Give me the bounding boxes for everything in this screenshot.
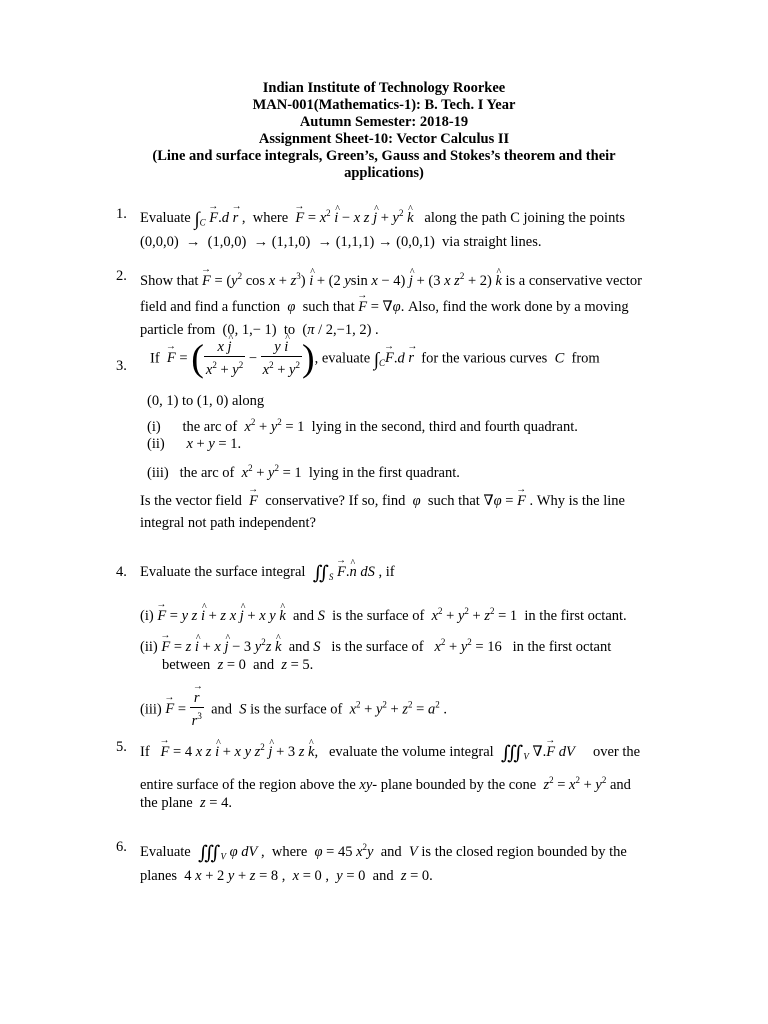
question-6-line-1: Evaluate $∭_V$ φ dV , where φ = 45 $x^2y$ and V is the closed region bounded by the — [140, 842, 627, 864]
part-label: (iii) — [140, 701, 162, 718]
question-2-line-3: particle from (0, 1,− 1) to (π / 2,−1, 2) . — [140, 322, 379, 338]
part-label: (i) — [147, 418, 161, 435]
question-1-line-2: (0,0,0) → (1,0,0) → (1,1,0) → (1,1,1) → (0,0,1) via straight lines. — [140, 234, 542, 250]
part-label: (i) — [140, 607, 154, 624]
topics-line-2: applications) — [344, 165, 424, 181]
question-3-line-2: (0, 1) to (1, 0) along — [147, 393, 265, 409]
question-3-part-iii: (iii) the arc of $x^2 + y^2 = 1$ lying in the first quadrant. — [147, 463, 460, 481]
question-number: 6. — [116, 839, 127, 855]
question-5-line-2: entire surface of the region above the xy- plane bounded by the cone $z^2 = x^2 + y^2$ and — [140, 775, 631, 793]
question-4-part-ii: (ii) → F = z ^ i + x ^ j − 3 $y^2z$ ^ k and S is the surface of $x^2 + y^2 = 16$ in the first octant — [140, 634, 611, 656]
part-label: (iii) — [147, 464, 169, 481]
question-3-followup-2: integral not path independent? — [140, 515, 316, 531]
question-number: 4. — [116, 564, 127, 580]
assignment-title: Assignment Sheet-10: Vector Calculus II — [258, 131, 510, 147]
course-title: MAN-001(Mathematics-1): B. Tech. I Year — [252, 97, 516, 113]
question-3-part-ii: (ii) x + y = 1. — [147, 436, 242, 452]
question-4-part-i: (i) → F = y z ^ i + z x ^ j + x y ^ k and S is the surface of $x^2 + y^2 + z^2 = 1$ in the first octant. — [140, 603, 627, 625]
question-4-part-ii-cont: between z = 0 and z = 5. — [162, 657, 314, 673]
question-number: 5. — [116, 739, 127, 755]
question-number: 1. — [116, 206, 127, 222]
part-label: (ii) — [147, 436, 165, 452]
question-5-line-3: the plane z = 4. — [140, 795, 232, 811]
question-4-part-iii: (iii) → F = → $\frac{r}{r^3}$ and S is the surface of $x^2 + y^2 + z^2 = a^2$ . — [140, 690, 447, 730]
question-2-line-2: field and find a function φ such that → F = ∇φ. Also, find the work done by a moving — [140, 299, 629, 316]
question-5-line-1: If → F = 4 x z ^ i + x y $z^2$ ^ j + 3 z ^ k, evaluate the volume integral $∭_V$ ∇.→ F dV over the — [140, 739, 640, 766]
question-3-followup-1: Is the vector field → F conservative? If so, find φ such that ∇φ = → F . Why is the line — [140, 493, 625, 510]
question-3-part-i: (i) the arc of $x^2 + y^2 = 1$ lying in the second, third and fourth quadrant. — [147, 417, 578, 435]
part-label: (ii) — [140, 638, 158, 655]
question-1-line-1: Evaluate $\int_C \to F.d \to r$ , where → $F = x^2$ ^ i − x z ^ $j + y^2$ ^ k along the path C joining the points — [140, 205, 625, 232]
topics-line-1: (Line and surface integrals, Green’s, Gauss and Stokes’s theorem and their — [152, 148, 616, 164]
semester: Autumn Semester: 2018-19 — [299, 114, 469, 130]
institute-name: Indian Institute of Technology Roorkee — [262, 80, 506, 96]
question-4-line-1: Evaluate the surface integral $∬_S$ → F.^ n dS , if — [140, 564, 395, 586]
question-3-line-1: If → F = ( $\frac{x \^{} j}{x^2 + y^2}$ − $\frac{y \^{} i}{x^2 + y^2}$ ), evaluate $\int_C\to F.d \to r$ for the various curves C from — [150, 339, 600, 379]
document-header — [0, 80, 768, 182]
question-number: 3. — [116, 358, 127, 374]
question-6-line-2: planes 4 x + 2 y + z = 8 , x = 0 , y = 0 and z = 0. — [140, 868, 433, 884]
question-2-line-1: Show that → $F = (y^2$ $\cos x + z^3$) ^ i + (2 ysin x − 4) ^ j + (3 x $z^2 + 2$) ^ k is a conservative vector — [140, 268, 642, 290]
question-number: 2. — [116, 268, 127, 284]
